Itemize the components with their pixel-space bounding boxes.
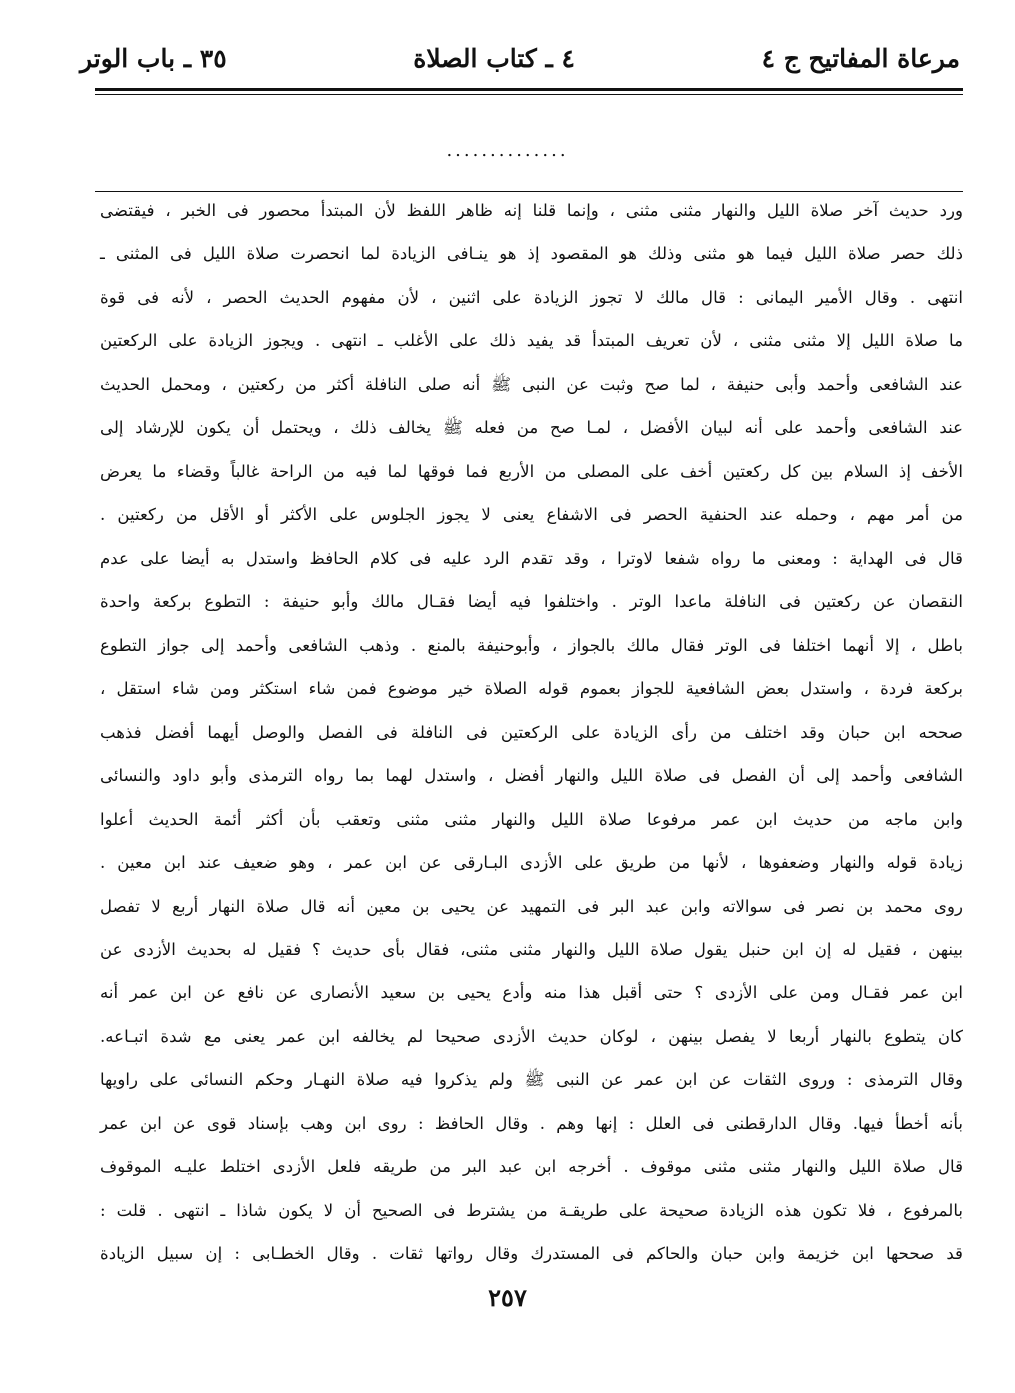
header-rule-thin [95, 94, 963, 95]
text-line: قد صححها ابن خزيمة وابن حبان والحاكم فى المستدرك وقال رواتها ثقات . وقال الخطـابى : إن سبيل الزيادة [100, 1244, 963, 1264]
text-line: صححه ابن حبان وقد اختلف من رأى الزيادة على الركعتين فى النافلة فى الفصل والوصل أيهما أفضل فذهب [100, 722, 963, 742]
text-line: عند الشافعى وأحمد وأبى حنيفة ، لما صح وثبت عن النبى ﷺ أنه صلى النافلة أكثر من ركعتين ، ومحمل الحديث [100, 374, 963, 394]
text-line: من أمر مهم ، وحمله عند الحنفية الحصر فى الاشفاع يعنى لا يجوز الجلوس على الأكثر أو الأقل من ركعتين . [100, 505, 963, 525]
text-line: انتهى . وقال الأمير اليمانى : قال مالك لا تجوز الزيادة على اثنين ، لأن مفهوم الحديث الحصر ، لأنه فى قوة [100, 287, 963, 307]
running-header [80, 36, 960, 80]
body-text [100, 200, 963, 1265]
text-line: ورد حديث آخر صلاة الليل والنهار مثنى مثنى ، وإنما قلنا إنه ظاهر اللفظ لأن المبتدأ محصور فى الخبر ، فيقتضى [100, 201, 963, 220]
text-line: وقال الترمذى : وروى الثقات عن ابن عمر عن النبى ﷺ ولم يذكروا فيه صلاة النهـار وحكم النسائى على راويها [100, 1070, 963, 1090]
body-top-rule [95, 191, 963, 192]
text-line: بركعة فردة ، واستدل بعض الشافعية للجواز بعموم قوله الصلاة خير موضوع فمن شاء استكثر ومن شاء استقل ، [100, 679, 963, 699]
text-line: بالمرفوع ، فلا تكون هذه الزيادة صحيحة على طريقـة من يشترط فى الصحيح أن لا يكون شاذا ـ انتهى . قلت : [100, 1200, 963, 1220]
text-line: كان يتطوع بالنهار أربعا لا يفصل بينهن ، لوكان حديث الأزدى صحيحا لم يخالفه ابن عمر يعنى مع شدة اتبـاعه. [100, 1026, 963, 1046]
text-line: عند الشافعى وأحمد على أنه لبيان الأفضل ، لمـا صح من فعله ﷺ يخالف ذلك ، ويحتمل أن يكون للإرشاد إلى [100, 418, 963, 438]
text-line: زيادة قوله والنهار وضعفوها ، لأنها من طريق على الأزدى البـارقى عن ابن عمر ، وهو ضعيف عند ابن معين . [100, 853, 963, 873]
text-line: ما صلاة الليل إلا مثنى مثنى ، لأن تعريف المبتدأ قد يفيد ذلك على الأغلب ـ انتهى . ويجوز الزيادة على الركعتين [100, 331, 963, 351]
text-line: الأخف إذ السلام بين كل ركعتين أخف على المصلى من الأربع فما فوقها لما فيه من الراحة غالباً وقضاء ما يعرض [100, 461, 963, 481]
text-line: بينهن ، فقيل له إن ابن حنبل يقول صلاة الليل والنهار مثنى مثنى، فقال بأى حديث ؟ فقيل له بحديث الأزدى عن [100, 939, 963, 959]
text-line: قال فى الهداية : ومعنى ما رواه شفعا لاوترا ، وقد تقدم الرد عليه فى كلام الحافظ واستدل به أيضا على عدم [100, 548, 963, 568]
text-line: بأنه أخطأ فيها. وقال الدارقطنى فى العلل : إنها وهم . وقال الحافظ : روى ابن وهب بإسناد قوى عن ابن عمر [100, 1113, 963, 1133]
text-line: قال صلاة الليل والنهار مثنى مثنى موقوف . أخرجه ابن عبد البر من طريقه فلعل الأزدى اختلط عليـه الموقوف [100, 1157, 963, 1177]
text-line: ابن عمر فقـال ومن على الأزدى ؟ حتى أقبل هذا منه وأدع يحيى بن سعيد الأنصارى عن نافع عن ابن عمر أنه [100, 983, 963, 1003]
text-line: باطل ، إلا أنهما اختلفا فى الوتر فقال مالك بالجواز ، وأبوحنيفة بالمنع . وذهب الشافعى وأحمد إلى جواز التطوع [100, 635, 963, 655]
separator-dots: .............. [446, 140, 569, 161]
text-line: روى محمد بن نصر فى سوالاته وابن عبد البر فى التمهيد عن يحيى بن معين أنه قال صلاة النهار أربع لا تفصل [100, 896, 963, 916]
text-line: النقصان عن ركعتين فى النافلة ماعدا الوتر . واختلفوا فيه أيضا فقـال مالك وأبو حنيفة : التطوع بركعة واحدة [100, 592, 963, 612]
header-book-title: مرعاة المفاتيح ج ٤ [761, 43, 960, 73]
header-rule-thick [95, 88, 963, 91]
text-line: ذلك حصر صلاة الليل فيما هو مثنى وذلك هو المقصود إذ هو ينـافى الزيادة لما انحصرت صلاة الليل فى المثنى ـ [100, 244, 963, 264]
header-section: ٣٥ ـ باب الوتر [80, 43, 227, 73]
page-number: ٢٥٧ [488, 1283, 527, 1312]
text-line: وابن ماجه من حديث ابن عمر مرفوعا صلاة الليل والنهار مثنى مثنى وتعقب بأن أكثر أئمة الحديث أعلوا [100, 809, 963, 829]
text-line: الشافعى وأحمد إلى أن الفصل فى صلاة الليل والنهار أفضل ، واستدل لهما بما رواه الترمذى وأبو داود والنسائى [100, 766, 963, 786]
header-chapter: ٤ ـ كتاب الصلاة [413, 43, 575, 73]
